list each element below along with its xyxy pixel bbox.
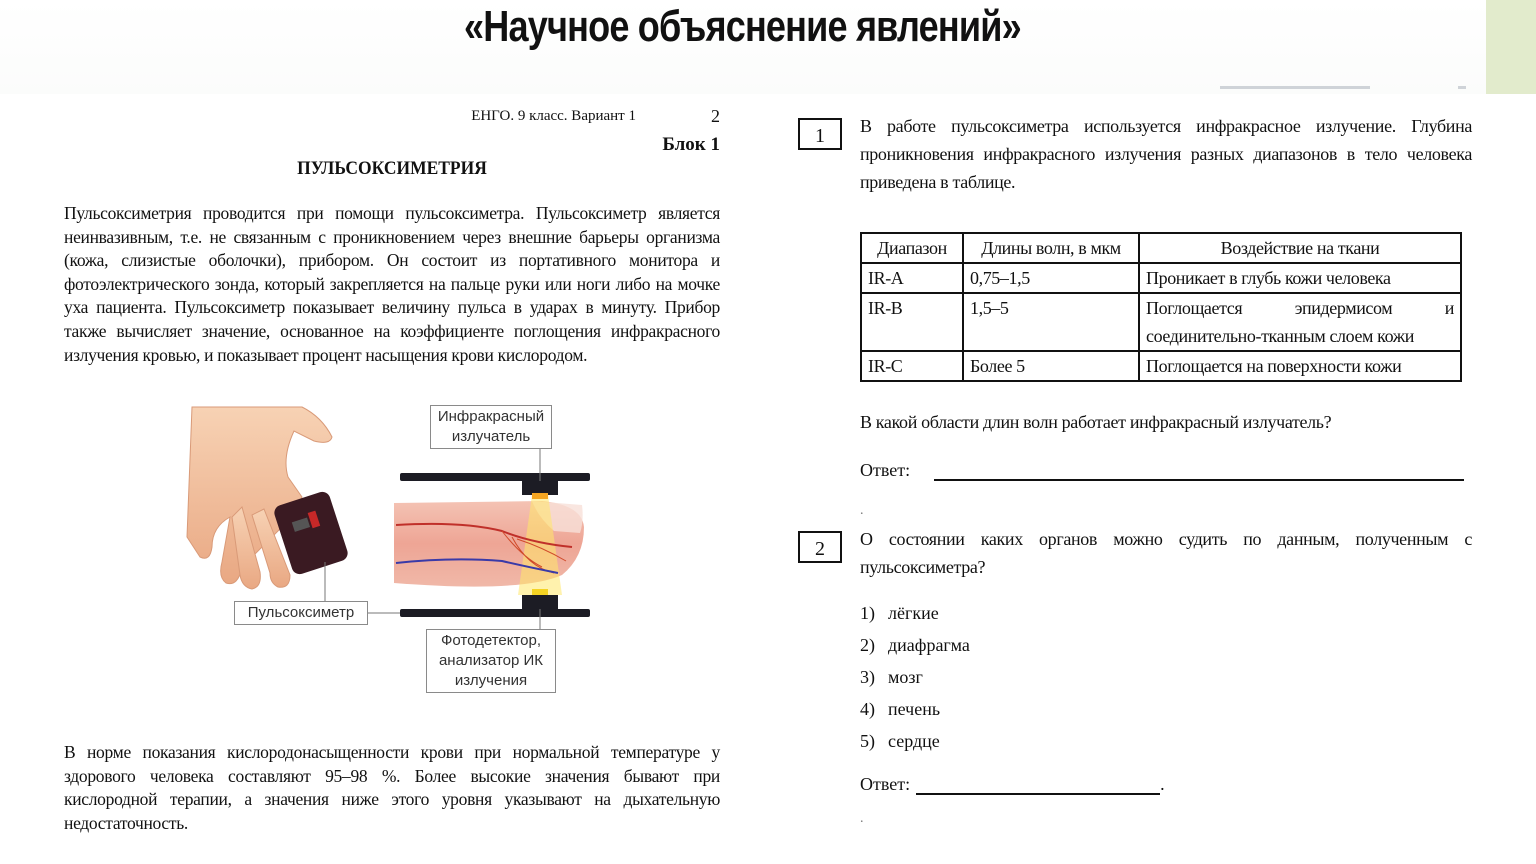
question-2 [798,525,1472,581]
pulse-oximeter-label: Пульсоксиметр [234,601,368,625]
doc-header [64,104,720,126]
question-2-number: 2 [798,531,842,563]
table-cell: 0,75–1,5 [963,263,1139,293]
table-row [861,293,1461,351]
detector-label: Фотодетектор, анализатор ИК излучения [426,629,556,693]
table-cell: IR-C [861,351,963,381]
slide-header [0,0,1486,94]
answer-period: . [1160,774,1165,794]
pulse-oximeter-figure [182,397,602,707]
question-2-answer-row [860,771,1472,795]
question-1 [798,112,1472,196]
page-number: 2 [711,106,720,126]
answer-label: Ответ: [860,774,911,794]
stray-dot: . [860,811,864,826]
option-item[interactable] [860,597,1472,629]
question-1-text: В работе пульсоксиметра используется инфракрасное излучение. Глубина проникновения инфракрасного излучения разных диапазонов в тело человека приведена в таблице. [860,116,1472,192]
question-2-text: О состоянии каких органов можно судить по данным, полученным с пульсоксиметра? [860,529,1472,577]
option-label: сердце [888,731,940,751]
option-item[interactable] [860,661,1472,693]
emitter-label: Инфракрасный излучатель [430,405,552,449]
answer-label: Ответ: [860,460,911,480]
section-title: ПУЛЬСОКСИМЕТРИЯ [297,158,487,179]
question-1-number: 1 [798,118,842,150]
option-label: печень [888,699,941,719]
question-1-answer-field[interactable] [934,457,1464,481]
option-item[interactable] [860,725,1472,757]
table-cell: Проникает в глубь кожи человека [1139,263,1461,293]
question-2-options [860,597,1472,757]
doc-code: ЕНГО. 9 класс. Вариант 1 [471,108,636,124]
option-item[interactable] [860,629,1472,661]
faint-page-header [1220,86,1370,89]
option-number: 2) [860,635,875,655]
table-header: Диапазон [861,233,963,263]
option-label: лёгкие [888,603,939,623]
question-1-subquestion: В какой области длин волн работает инфракрасный излучатель? [860,412,1332,432]
option-label: диафрагма [888,635,970,655]
option-number: 1) [860,603,875,623]
question-2-answer-field[interactable] [916,771,1160,795]
intro-paragraph: Пульсоксиметрия проводится при помощи пульсоксиметра. Пульсоксиметр является неинвазивным, т.е. не связанным с проникновением через внешние барьеры организма (кожа, слизистые оболочки), прибором. Он состоит из портативного монитора и фотоэлектрического зонда, который закрепляется на пальце руки или ноги либо на мочке уха пациента. Пульсоксиметр показывает величину пульса в ударах в минуту. Прибор также вычисляет значение, основанное на коэффициенте поглощения инфракрасного излучения кровью, и показывает процент насыщения крови кислородом. [64,203,720,365]
block-label: Блок 1 [662,134,720,155]
option-number: 4) [860,699,875,719]
option-number: 3) [860,667,875,687]
stray-dot: . [860,503,864,518]
table-cell: Поглощается на поверхности кожи [1139,351,1461,381]
table-cell: IR-B [861,293,963,351]
table-row [861,263,1461,293]
table-header-row [861,233,1461,263]
table-header: Длины волн, в мкм [963,233,1139,263]
option-item[interactable] [860,693,1472,725]
option-number: 5) [860,731,875,751]
accent-block [1486,0,1536,94]
table-cell: Поглощается эпидермисом и соединительно-тканным слоем кожи [1139,293,1461,351]
question-1-answer-row [860,457,1472,481]
right-page [798,112,1472,825]
table-cell: Более 5 [963,351,1139,381]
slide-title: «Научное объяснение явлений» [464,2,1021,51]
table-row [861,351,1461,381]
table-cell: IR-A [861,263,963,293]
option-label: мозг [888,667,923,687]
faint-page-number [1458,86,1466,89]
left-page [64,104,720,836]
closing-paragraph: В норме показания кислородонасыщенности крови при нормальной температуре у здорового человека составляют 95–98 %. Более высокие значения бывают при кислородной терапии, а значения ниже этого уровня указывают на дыхательную недостаточность. [64,742,720,833]
ir-range-table [860,232,1462,382]
table-header: Воздействие на ткани [1139,233,1461,263]
table-cell: 1,5–5 [963,293,1139,351]
